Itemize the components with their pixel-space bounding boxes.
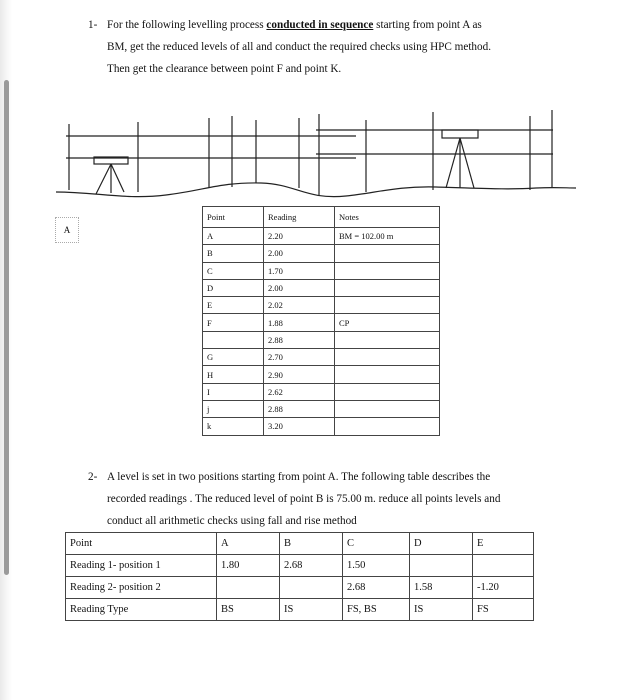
tripod-2-leg-left: [446, 138, 460, 188]
table-cell-point: k: [203, 418, 264, 435]
table-cell-point: G: [203, 349, 264, 366]
question-1-text-pre: For the following levelling process: [107, 19, 267, 31]
table-cell: Reading 2- position 2: [66, 577, 217, 599]
table-cell: -1.20: [473, 577, 534, 599]
table-row: [203, 245, 440, 262]
table-row: [203, 262, 440, 279]
table-cell: IS: [410, 599, 473, 621]
question-1-line-3: Then get the clearance between point F and point K.: [107, 63, 342, 75]
table-cell: Reading 1- position 1: [66, 555, 217, 577]
question-1-text-post: starting from point A as: [373, 19, 482, 31]
table-row: [203, 400, 440, 417]
table-row: [66, 533, 534, 555]
table-cell-reading: 3.20: [264, 418, 335, 435]
scrollbar[interactable]: [4, 80, 9, 575]
table-row: [66, 599, 534, 621]
table-cell-notes: BM = 102.00 m: [335, 228, 440, 245]
table-cell: [280, 577, 343, 599]
table-cell-notes: [335, 262, 440, 279]
table-cell: BS: [217, 599, 280, 621]
table-cell-reading: 2.90: [264, 366, 335, 383]
question-1-number: 1-: [88, 19, 98, 31]
levelling-readings-table: [202, 206, 440, 436]
table-row: [203, 314, 440, 331]
levelling-diagram: [56, 110, 576, 205]
table-cell-reading: 2.88: [264, 400, 335, 417]
table-cell-point: D: [203, 279, 264, 296]
table-cell-notes: [335, 366, 440, 383]
table-cell-point: I: [203, 383, 264, 400]
table-cell: Point: [66, 533, 217, 555]
table-cell-reading: 2.20: [264, 228, 335, 245]
table-cell: E: [473, 533, 534, 555]
table-cell: [410, 555, 473, 577]
question-1-line-2: BM, get the reduced levels of all and conduct the required checks using HPC method.: [107, 41, 492, 53]
table-row: [203, 349, 440, 366]
table-cell-reading: 2.62: [264, 383, 335, 400]
table-row: [66, 577, 534, 599]
table-cell: [217, 577, 280, 599]
question-1-line-1: [107, 14, 482, 36]
table-cell-point: F: [203, 314, 264, 331]
table-row: [203, 418, 440, 435]
table-cell-reading: 2.00: [264, 279, 335, 296]
table-cell-point: j: [203, 400, 264, 417]
table-header-row: [203, 207, 440, 228]
table-cell-notes: [335, 297, 440, 314]
table-cell-point: [203, 331, 264, 348]
table-cell-notes: [335, 331, 440, 348]
tripod-1-leg-left: [96, 164, 111, 194]
table-row: [203, 366, 440, 383]
table-row: [203, 383, 440, 400]
tripod-2-leg-right: [460, 138, 474, 188]
table-cell-notes: [335, 400, 440, 417]
table-cell-notes: [335, 418, 440, 435]
table-cell-point: B: [203, 245, 264, 262]
tripod-1-leg-right: [111, 164, 124, 192]
table-row: [203, 331, 440, 348]
table-cell: D: [410, 533, 473, 555]
question-1-emphasis: conducted in sequence: [266, 19, 374, 31]
question-2-line-1: A level is set in two positions starting from point A. The following table describes the: [107, 471, 491, 483]
table-cell-notes: CP: [335, 314, 440, 331]
level-instrument-2: [442, 130, 478, 138]
table-cell-notes: [335, 349, 440, 366]
ground-line: [56, 183, 576, 197]
table-cell-point: H: [203, 366, 264, 383]
table-cell: FS, BS: [343, 599, 410, 621]
table-row: [203, 279, 440, 296]
table-cell: FS: [473, 599, 534, 621]
table-cell-reading: 2.02: [264, 297, 335, 314]
table-row: [66, 555, 534, 577]
table-cell: IS: [280, 599, 343, 621]
header-notes: Notes: [335, 207, 440, 228]
table-cell-reading: 1.70: [264, 262, 335, 279]
table-cell: 2.68: [343, 577, 410, 599]
header-point: Point: [203, 207, 264, 228]
table-row: [203, 228, 440, 245]
table-cell: 2.68: [280, 555, 343, 577]
table-cell-point: A: [203, 228, 264, 245]
question-2-line-2: recorded readings . The reduced level of point B is 75.00 m. reduce all points levels and: [107, 493, 501, 505]
table-cell: B: [280, 533, 343, 555]
table-cell-reading: 2.88: [264, 331, 335, 348]
table-cell: C: [343, 533, 410, 555]
positions-readings-table: [65, 532, 534, 621]
table-cell-notes: [335, 245, 440, 262]
table-cell: Reading Type: [66, 599, 217, 621]
header-reading: Reading: [264, 207, 335, 228]
table-cell-notes: [335, 279, 440, 296]
table-cell-point: C: [203, 262, 264, 279]
question-2-line-3: conduct all arithmetic checks using fall and rise method: [107, 515, 357, 527]
table-cell-reading: 1.88: [264, 314, 335, 331]
table-cell: 1.50: [343, 555, 410, 577]
table-cell-reading: 2.00: [264, 245, 335, 262]
table-cell-notes: [335, 383, 440, 400]
table-cell-point: E: [203, 297, 264, 314]
table-row: [203, 297, 440, 314]
table-cell: 1.80: [217, 555, 280, 577]
question-2-number: 2-: [88, 471, 98, 483]
table-cell-reading: 2.70: [264, 349, 335, 366]
table-cell: 1.58: [410, 577, 473, 599]
table-cell: A: [217, 533, 280, 555]
table-cell: [473, 555, 534, 577]
point-a-label: A: [55, 217, 79, 243]
